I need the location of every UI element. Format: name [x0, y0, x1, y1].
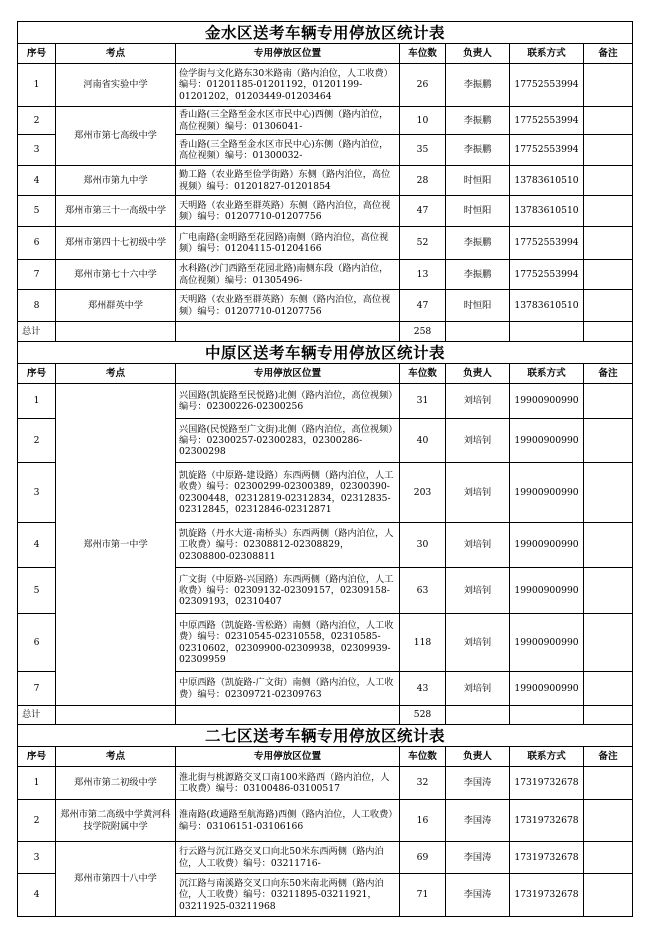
contact-phone: 19900900990 [510, 568, 584, 614]
person-in-charge: 李振鹏 [446, 135, 510, 166]
exam-site: 河南省实验中学 [56, 64, 176, 107]
note [584, 672, 633, 706]
contact-phone: 17752553994 [510, 260, 584, 290]
row-num: 1 [18, 767, 56, 800]
space-count: 43 [400, 672, 446, 706]
person-in-charge: 刘培钊 [446, 384, 510, 419]
header-count: 车位数 [400, 747, 446, 767]
parking-location: 兴国路(凯旋路至民悦路)北侧（路内泊位，高位视频）编号：02300226-02300256 [176, 384, 400, 419]
row-num: 6 [18, 614, 56, 672]
row-num: 7 [18, 672, 56, 706]
section-title-row [18, 22, 633, 44]
note [584, 384, 633, 419]
empty-cell [176, 322, 400, 342]
note [584, 227, 633, 260]
space-count: 16 [400, 800, 446, 842]
row-num: 6 [18, 227, 56, 260]
row-num: 1 [18, 64, 56, 107]
note [584, 260, 633, 290]
parking-location: 中原西路（凯旋路-雪松路）南侧（路内泊位，人工收费）编号：02310545-02310558，02310585-02310602，02309900-02309938，02309939-02309959 [176, 614, 400, 672]
row-num: 2 [18, 107, 56, 135]
row-num: 3 [18, 463, 56, 523]
contact-phone: 19900900990 [510, 523, 584, 568]
exam-site: 郑州市第七十六中学 [56, 260, 176, 290]
parking-location: 俭学街与文化路东30米路南（路内泊位，人工收费）编号：01201185-01201192，01201199-01201202，01203449-01203464 [176, 64, 400, 107]
note [584, 614, 633, 672]
table-row [18, 166, 633, 196]
space-count: 118 [400, 614, 446, 672]
note [584, 523, 633, 568]
empty-cell [584, 706, 633, 725]
parking-location: 天明路（农业路至群英路）东侧（路内泊位，高位视频）编号：01207710-01207756 [176, 196, 400, 227]
table-row [18, 842, 633, 874]
space-count: 71 [400, 874, 446, 917]
note [584, 196, 633, 227]
document-page [17, 21, 632, 917]
parking-location: 水科路(沙门西路至花园北路)南侧东段（路内泊位，高位视频）编号：01305496- [176, 260, 400, 290]
note [584, 290, 633, 322]
space-count: 10 [400, 107, 446, 135]
row-num: 3 [18, 842, 56, 874]
parking-location: 淮北街与桃源路交叉口南100米路西（路内泊位，人工收费）编号：03100486-03100517 [176, 767, 400, 800]
contact-phone: 13783610510 [510, 290, 584, 322]
parking-location: 凯旋路（中原路-建设路）东西两侧（路内泊位，人工收费）编号：02300299-02300389，02300390-02300448，02312819-02312834，02312835-02312845，02312846-02312871 [176, 463, 400, 523]
contact-phone: 19900900990 [510, 614, 584, 672]
person-in-charge: 李振鹏 [446, 227, 510, 260]
contact-phone: 13783610510 [510, 166, 584, 196]
person-in-charge: 李国涛 [446, 767, 510, 800]
exam-site: 郑州市第二高级中学黄河科技学院附属中学 [56, 800, 176, 842]
person-in-charge: 李振鹏 [446, 260, 510, 290]
empty-cell [510, 322, 584, 342]
row-num: 4 [18, 523, 56, 568]
row-num: 4 [18, 874, 56, 917]
person-in-charge: 刘培钊 [446, 672, 510, 706]
space-count: 40 [400, 419, 446, 463]
space-count: 203 [400, 463, 446, 523]
table-row [18, 196, 633, 227]
empty-cell [446, 706, 510, 725]
parking-table [17, 21, 633, 917]
person-in-charge: 刘培钊 [446, 568, 510, 614]
parking-location: 广文街（中原路-兴国路）东西两侧（路内泊位，人工收费）编号：02309132-02309157，02309158-02309193，02310407 [176, 568, 400, 614]
table-row [18, 227, 633, 260]
contact-phone: 19900900990 [510, 419, 584, 463]
header-num: 序号 [18, 364, 56, 384]
header-row [18, 364, 633, 384]
parking-location: 沉江路与南溪路交叉口向东50米南北两侧（路内泊位，人工收费）编号：03211895-03211921，03211925-03211968 [176, 874, 400, 917]
parking-location: 行云路与沉江路交叉口向北50米东西两侧（路内泊位，人工收费）编号：03211716- [176, 842, 400, 874]
total-row [18, 706, 633, 725]
header-location: 专用停放区位置 [176, 44, 400, 64]
note [584, 135, 633, 166]
table-row [18, 800, 633, 842]
contact-phone: 17319732678 [510, 800, 584, 842]
empty-cell [176, 706, 400, 725]
table-row [18, 64, 633, 107]
contact-phone: 17752553994 [510, 64, 584, 107]
parking-location: 兴国路(民悦路至广文街)北侧（路内泊位，高位视频）编号：02300257-02300283，02300286-02300298 [176, 419, 400, 463]
parking-location: 中原西路（凯旋路-广文街）南侧（路内泊位，人工收费）编号：02309721-02309763 [176, 672, 400, 706]
note [584, 419, 633, 463]
exam-site: 郑州市第一中学 [56, 384, 176, 706]
note [584, 800, 633, 842]
note [584, 568, 633, 614]
table-row [18, 107, 633, 135]
header-note: 备注 [584, 364, 633, 384]
person-in-charge: 刘培钊 [446, 614, 510, 672]
total-row [18, 322, 633, 342]
header-num: 序号 [18, 747, 56, 767]
note [584, 64, 633, 107]
header-row [18, 44, 633, 64]
header-site: 考点 [56, 44, 176, 64]
space-count: 63 [400, 568, 446, 614]
header-count: 车位数 [400, 364, 446, 384]
header-location: 专用停放区位置 [176, 364, 400, 384]
row-num: 4 [18, 166, 56, 196]
contact-phone: 19900900990 [510, 384, 584, 419]
space-count: 69 [400, 842, 446, 874]
table-row [18, 384, 633, 419]
empty-cell [446, 322, 510, 342]
space-count: 26 [400, 64, 446, 107]
contact-phone: 19900900990 [510, 463, 584, 523]
person-in-charge: 时恒阳 [446, 166, 510, 196]
section-title: 金水区送考车辆专用停放区统计表 [18, 22, 633, 44]
row-num: 7 [18, 260, 56, 290]
contact-phone: 13783610510 [510, 196, 584, 227]
person-in-charge: 李振鹏 [446, 107, 510, 135]
header-num: 序号 [18, 44, 56, 64]
space-count: 13 [400, 260, 446, 290]
contact-phone: 17319732678 [510, 767, 584, 800]
header-phone: 联系方式 [510, 747, 584, 767]
header-location: 专用停放区位置 [176, 747, 400, 767]
space-count: 28 [400, 166, 446, 196]
space-count: 47 [400, 196, 446, 227]
note [584, 842, 633, 874]
empty-cell [510, 706, 584, 725]
parking-location: 天明路（农业路至群英路）东侧（路内泊位，高位视频）编号：01207710-01207756 [176, 290, 400, 322]
person-in-charge: 时恒阳 [446, 196, 510, 227]
space-count: 30 [400, 523, 446, 568]
space-count: 32 [400, 767, 446, 800]
parking-location: 广电南路(金明路至花园路)南侧（路内泊位，高位视频）编号：01204115-01204166 [176, 227, 400, 260]
note [584, 107, 633, 135]
contact-phone: 19900900990 [510, 672, 584, 706]
header-row [18, 747, 633, 767]
header-person: 负责人 [446, 747, 510, 767]
empty-cell [56, 322, 176, 342]
exam-site: 郑州市第四十八中学 [56, 842, 176, 917]
person-in-charge: 李振鹏 [446, 64, 510, 107]
header-site: 考点 [56, 364, 176, 384]
exam-site: 郑州市第二初级中学 [56, 767, 176, 800]
person-in-charge: 李国涛 [446, 874, 510, 917]
total-count: 528 [400, 706, 446, 725]
exam-site: 郑州市第四十七初级中学 [56, 227, 176, 260]
note [584, 166, 633, 196]
note [584, 767, 633, 800]
table-row [18, 260, 633, 290]
contact-phone: 17752553994 [510, 135, 584, 166]
header-phone: 联系方式 [510, 44, 584, 64]
person-in-charge: 刘培钊 [446, 419, 510, 463]
contact-phone: 17752553994 [510, 227, 584, 260]
row-num: 2 [18, 419, 56, 463]
table-row [18, 290, 633, 322]
row-num: 5 [18, 568, 56, 614]
parking-location: 勤工路（农业路至俭学街路）东侧（路内泊位，高位视频）编号：01201827-01201854 [176, 166, 400, 196]
space-count: 47 [400, 290, 446, 322]
parking-location: 香山路(三全路至金水区市民中心)东侧（路内泊位，高位视频）编号：01300032- [176, 135, 400, 166]
header-phone: 联系方式 [510, 364, 584, 384]
note [584, 463, 633, 523]
total-count: 258 [400, 322, 446, 342]
section-title: 二七区送考车辆专用停放区统计表 [18, 725, 633, 747]
total-label: 总计 [18, 706, 56, 725]
section-title: 中原区送考车辆专用停放区统计表 [18, 342, 633, 364]
space-count: 35 [400, 135, 446, 166]
section-title-row [18, 342, 633, 364]
header-site: 考点 [56, 747, 176, 767]
total-label: 总计 [18, 322, 56, 342]
person-in-charge: 刘培钊 [446, 463, 510, 523]
note [584, 874, 633, 917]
header-count: 车位数 [400, 44, 446, 64]
contact-phone: 17319732678 [510, 842, 584, 874]
header-note: 备注 [584, 44, 633, 64]
row-num: 3 [18, 135, 56, 166]
header-person: 负责人 [446, 364, 510, 384]
person-in-charge: 李国涛 [446, 800, 510, 842]
section-title-row [18, 725, 633, 747]
header-person: 负责人 [446, 44, 510, 64]
exam-site: 郑州市第三十一高级中学 [56, 196, 176, 227]
table-row [18, 767, 633, 800]
row-num: 5 [18, 196, 56, 227]
person-in-charge: 刘培钊 [446, 523, 510, 568]
exam-site: 郑州市第七高级中学 [56, 107, 176, 166]
exam-site: 郑州群英中学 [56, 290, 176, 322]
header-note: 备注 [584, 747, 633, 767]
empty-cell [584, 322, 633, 342]
exam-site: 郑州市第九中学 [56, 166, 176, 196]
parking-location: 香山路(三全路至金水区市民中心)西侧（路内泊位，高位视频）编号：01306041- [176, 107, 400, 135]
empty-cell [56, 706, 176, 725]
parking-location: 凯旋路（丹水大道-南桥头）东西两侧（路内泊位，人工收费）编号：02308812-02308829，02308800-02308811 [176, 523, 400, 568]
row-num: 8 [18, 290, 56, 322]
space-count: 52 [400, 227, 446, 260]
person-in-charge: 李国涛 [446, 842, 510, 874]
contact-phone: 17319732678 [510, 874, 584, 917]
person-in-charge: 时恒阳 [446, 290, 510, 322]
row-num: 1 [18, 384, 56, 419]
parking-location: 淮南路(政通路至航海路)西侧（路内泊位，人工收费）编号：03106151-03106166 [176, 800, 400, 842]
contact-phone: 17752553994 [510, 107, 584, 135]
space-count: 31 [400, 384, 446, 419]
row-num: 2 [18, 800, 56, 842]
